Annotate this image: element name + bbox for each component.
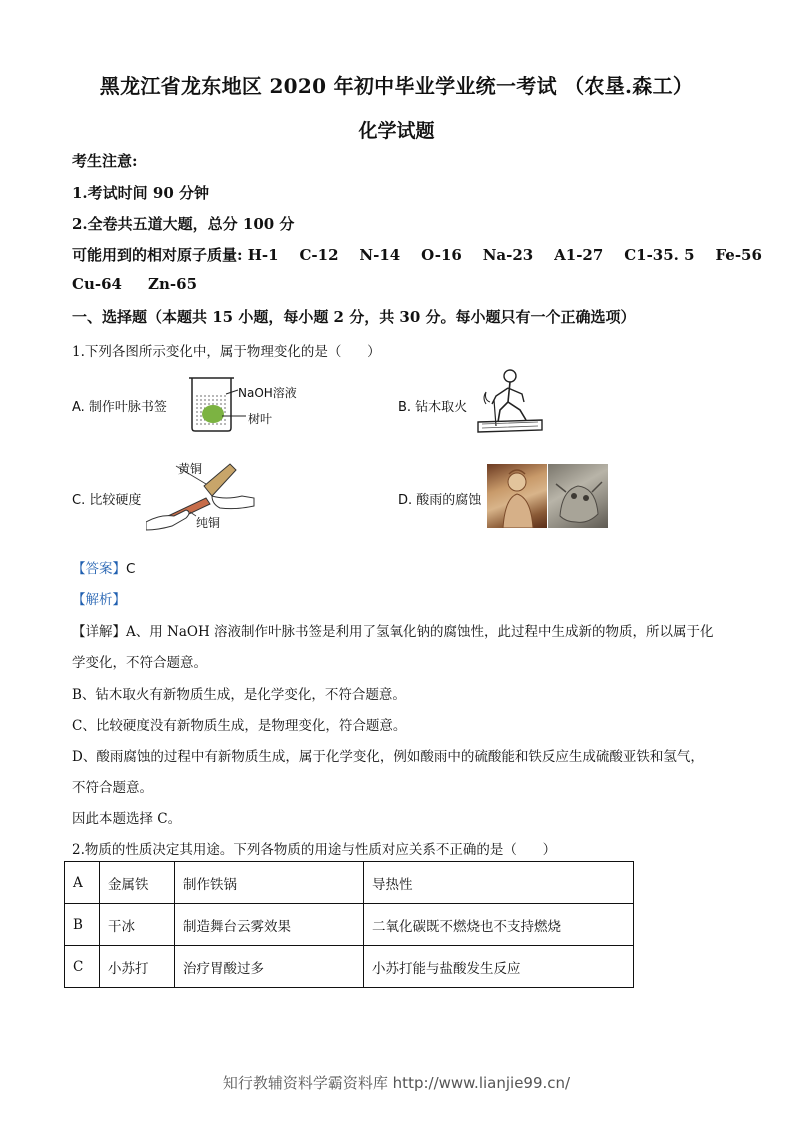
q1-option-a: A. 制作叶脉书签 [72, 400, 167, 415]
q1-detail-a-line1: 【详解】A、用 NaOH 溶液制作叶脉书签是利用了氢氧化钠的腐蚀性，此过程中生成新的物质，所以属于化 [72, 624, 714, 640]
q1-option-d: D. 酸雨的腐蚀 [398, 493, 482, 508]
table-cell: 治疗胃酸过多 [175, 946, 364, 988]
page-subtitle: 化学试题 [358, 120, 435, 142]
q1-stem: 1.下列各图所示变化中，属于物理变化的是（ ） [72, 344, 381, 360]
analysis-tag: 【解析】 [72, 592, 126, 608]
statue-photo-2 [548, 464, 608, 528]
q2-table [64, 861, 634, 988]
copper-label: 纯铜 [196, 516, 221, 530]
drill-fire-figure [472, 364, 548, 436]
table-row [65, 904, 634, 946]
q1-option-b: B. 钻木取火 [398, 400, 468, 415]
table-cell: C [65, 946, 100, 988]
atomic-masses-line1: 可能用到的相对原子质量: H-1 C-12 N-14 O-16 Na-23 A1-27 C1-35. 5 Fe-56 [72, 246, 762, 264]
atomic-masses-line2: Cu-64 Zn-65 [72, 275, 198, 293]
hardness-figure [146, 456, 256, 532]
table-cell: 导热性 [364, 862, 634, 904]
q1-conclusion: 因此本题选择 C。 [72, 811, 182, 827]
q1-detail-d-line2: 不符合题意。 [72, 780, 153, 796]
footer-watermark: 知行教辅资料学霸资料库 http://www.lianjie99.cn/ [222, 1074, 571, 1092]
q1-option-c: C. 比较硬度 [72, 493, 142, 508]
drill-fire-illustration [472, 364, 548, 436]
table-cell: 小苏打 [100, 946, 175, 988]
q1-detail-a-line2: 学变化，不符合题意。 [72, 655, 207, 671]
q1-detail-c: C、比较硬度没有新物质生成，是物理变化，符合题意。 [72, 718, 407, 734]
table-cell: 制造舞台云雾效果 [175, 904, 364, 946]
notice-heading: 考生注意: [72, 152, 138, 170]
section1-heading: 一、选择题（本题共 15 小题，每小题 2 分，共 30 分。每小题只有一个正确选项） [72, 308, 636, 326]
table-row [65, 946, 634, 988]
notice-time: 1.考试时间 90 分钟 [72, 184, 209, 202]
table-cell: 二氧化碳既不燃烧也不支持燃烧 [364, 904, 634, 946]
table-cell: 干冰 [100, 904, 175, 946]
table-cell: A [65, 862, 100, 904]
statue-illustration-2 [548, 464, 608, 528]
table-cell: B [65, 904, 100, 946]
q1-detail-b: B、钻木取火有新物质生成，是化学变化，不符合题意。 [72, 687, 406, 703]
answer-value: C [126, 561, 136, 577]
answer-tag: 【答案】 [72, 561, 126, 577]
q1-detail-d-line1: D、酸雨腐蚀的过程中有新物质生成，属于化学变化，例如酸雨中的硫酸能和铁反应生成硫酸亚铁和氢气， [72, 749, 704, 765]
brass-label: 黄铜 [178, 462, 203, 476]
q1-answer [72, 557, 135, 577]
statue-photo-1 [487, 464, 547, 528]
table-cell: 金属铁 [100, 862, 175, 904]
beaker-illustration [186, 374, 306, 434]
naoh-label: NaOH溶液 [238, 386, 297, 400]
leaf-label: 树叶 [248, 412, 273, 426]
page-title: 黑龙江省龙东地区 2020 年初中毕业学业统一考试 （农垦.森工） [99, 74, 694, 98]
notice-score: 2.全卷共五道大题，总分 100 分 [72, 215, 295, 233]
beaker-figure [186, 374, 306, 434]
table-cell: 小苏打能与盐酸发生反应 [364, 946, 634, 988]
table-row [65, 862, 634, 904]
table-cell: 制作铁锅 [175, 862, 364, 904]
statue-illustration-1 [487, 464, 547, 528]
q2-stem: 2.物质的性质决定其用途。下列各物质的用途与性质对应关系不正确的是（ ） [72, 842, 557, 858]
